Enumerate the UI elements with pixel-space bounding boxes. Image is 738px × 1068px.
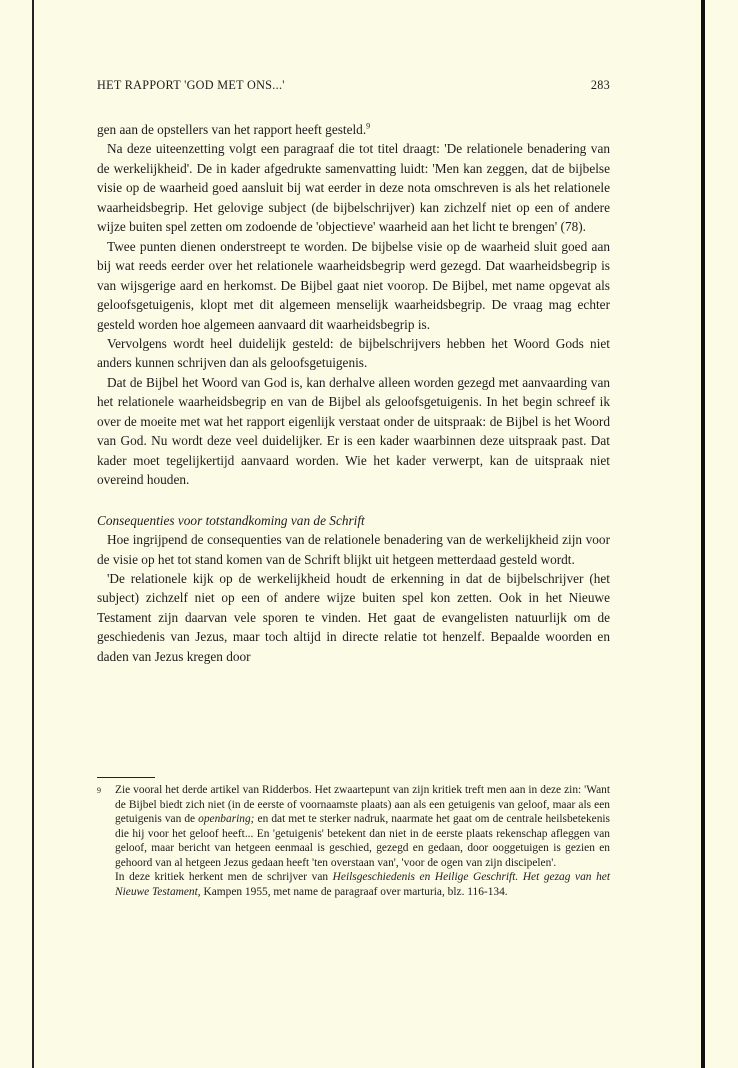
section-heading: Consequenties voor totstandkoming van de Schrift	[97, 512, 365, 528]
paragraph-5: Dat de Bijbel het Woord van God is, kan derhalve alleen worden gezegd met aanvaarding van het relationele waarheidsbegrip en van de Bijbel als geloofsgetuigenis. In het begin schreef ik over de moeite met wat het rapport eigenlijk verstaat onder de uitspraak: de Bijbel is het Woord van God. Nu wordt deze veel duidelijker. Er is een kader waarbinnen deze uitspraak past. Dat kader moet tegelijkertijd aanvaard worden. Wie het kader verwerpt, kan de uitspraak niet overeind houden.	[97, 374, 610, 488]
paragraph-1-text: gen aan de opstellers van het rapport heeft gesteld.	[97, 122, 367, 137]
footnote-text-a2: en dat met te sterker nadruk, naarmate het gaat om de centrale heilsbetekenis die hij voor het geloof heeft... En 'getuigenis' betekent dan niet in de eerste plaats rekenschap afleggen van geloof, maar bericht van hetgeen eenmaal is geschied, gezegd en gedaan, door ooggetuigen is gezien en gehoord van al hetgeen Jezus gedaan heeft 'ten overstaan van', 'voor de ogen van zijn discipelen'.	[115, 813, 610, 869]
paragraph-6: Hoe ingrijpend de consequenties van de relationele benadering van de werkelijkheid zijn voor de visie op het tot stand komen van de Schrift blijkt uit hetgeen metterdaad gesteld wordt.	[97, 532, 610, 567]
body-text	[97, 120, 610, 666]
footnote-9	[97, 783, 610, 899]
footnote-paragraph-2	[115, 870, 610, 899]
footnote-reference: 9	[366, 121, 371, 131]
paragraph-4: Vervolgens wordt heel duidelijk gesteld: de bijbelschrijvers hebben het Woord Gods niet anders kunnen schrijven dan als geloofsgetuigenis.	[97, 335, 610, 371]
page-number: 283	[590, 78, 610, 92]
page	[97, 78, 610, 666]
paragraph-3: Twee punten dienen onderstreept te worden. De bijbelse visie op de waarheid sluit goed aan bij wat reeds eerder over het relationele waarheidsbegrip werd gezegd. Dat waarheidsbegrip is van wijsgerige aard en herkomst. De Bijbel gaat niet voorop. De Bijbel, met name opgevat als geloofsgetuigenis, klopt met dit algemeen menselijk waarheidsbegrip. De vraag mag echter gesteld worden hoe algemeen aanvaard dit waarheidsbegrip is.	[97, 238, 610, 332]
paragraph-1	[97, 120, 610, 139]
footnote-marker: 9	[97, 786, 101, 795]
scan-edge-right	[701, 0, 705, 1068]
paragraph-2: Na deze uiteenzetting volgt een paragraaf die tot titel draagt: 'De relationele benadering van de werkelijkheid'. De in kader afgedrukte samenvatting luidt: 'Men kan zeggen, dat de bijbelse visie op de waarheid goed aansluit bij wat eerder in deze nota omschreven is als het relationele waarheidsbegrip. Het gelovige subject (de bijbelschrijver) kan zichzelf niet op een of andere wijze buiten spel zetten om zodoende de 'objectieve' waarheid aan het licht te brengen' (78).	[97, 141, 610, 235]
footnote-body	[115, 783, 610, 899]
scan-edge-left	[32, 0, 34, 1068]
footnotes	[97, 783, 610, 899]
footnote-text-a1: Zie vooral het derde artikel van Ridderbos. Het zwaartepunt van zijn kritiek treft men aan in deze zin: 'Want de Bijbel biedt zich niet (in de eerste of voornaamste plaats) aan als een getuigenis van geloof, maar als een getuigenis van de	[115, 784, 610, 826]
footnote-text-b2: Kampen 1955, met name de paragraaf over marturia, blz. 116-134.	[200, 885, 508, 898]
footnote-text-b1: In deze kritiek herkent men de schrijver van	[115, 871, 333, 884]
running-header	[97, 78, 610, 100]
footnote-italic-b: Heilsgeschiedenis en Heilige Geschrift. Het gezag van het Nieuwe Testament,	[115, 871, 610, 898]
footnote-italic-a: openbaring;	[198, 813, 255, 826]
footnote-separator	[97, 777, 155, 778]
footnote-paragraph-1	[115, 783, 610, 870]
running-title: HET RAPPORT 'GOD MET ONS...'	[97, 78, 285, 92]
paragraph-7: 'De relationele kijk op de werkelijkheid houdt de erkenning in dat de bijbelschrijver (het subject) zichzelf niet op een of andere wijze buiten spel kon zetten. Ook in het Nieuwe Testament zijn daarvan vele sporen te vinden. Het gaat de evangelisten natuurlijk om de geschiedenis van Jezus, maar toch altijd in directe relatie tot henzelf. Bepaalde woorden en daden van Jezus kregen door	[97, 570, 610, 664]
